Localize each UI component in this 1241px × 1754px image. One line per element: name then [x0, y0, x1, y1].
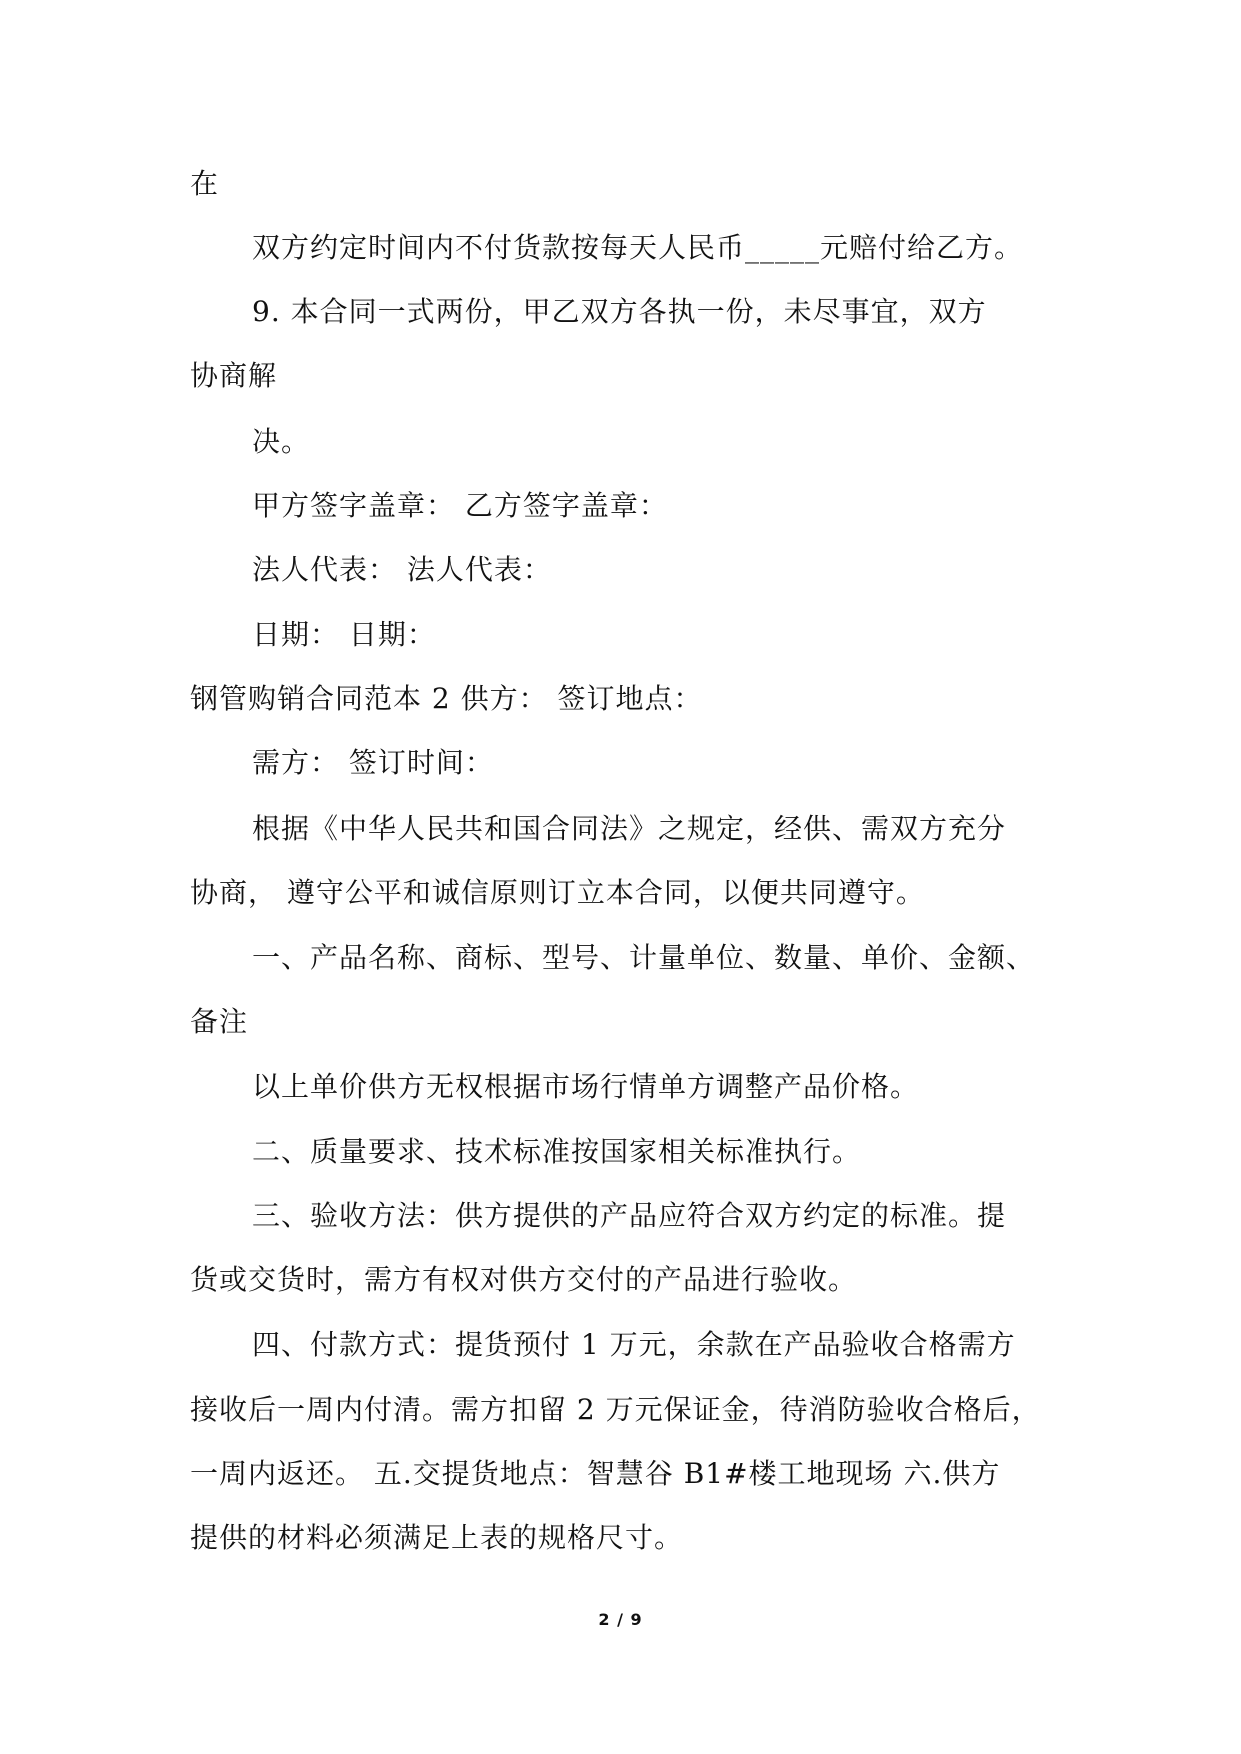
text-line-1: 在 [190, 167, 220, 200]
text-line-22: 提供的材料必须满足上表的规格尺寸。 [190, 1521, 684, 1554]
text-line-15: 以上单价供方无权根据市场行情单方调整产品价格。 [252, 1070, 920, 1103]
text-line-6: 甲方签字盖章： 乙方签字盖章： [252, 489, 668, 522]
text-line-8: 日期： 日期： [252, 618, 436, 651]
text-line-17: 三、验收方法：供方提供的产品应符合双方约定的标准。提 [252, 1199, 1007, 1232]
text-line-2: 双方约定时间内不付货款按每天人民币_____元赔付给乙方。 [252, 231, 1024, 264]
text-line-21: 一周内返还。 五.交提货地点：智慧谷 B1#楼工地现场 六.供方 [190, 1457, 1001, 1490]
text-line-4: 协商解 [190, 359, 278, 392]
text-line-14: 备注 [190, 1005, 249, 1038]
text-line-12: 协商， 遵守公平和诚信原则订立本合同，以便共同遵守。 [190, 876, 925, 909]
text-line-7: 法人代表： 法人代表： [252, 553, 552, 586]
page-number: 2 / 9 [598, 1610, 643, 1629]
text-line-11: 根据《中华人民共和国合同法》之规定，经供、需双方充分 [252, 812, 1007, 845]
text-line-10: 需方： 签订时间： [252, 746, 494, 779]
text-line-3: 9. 本合同一式两份，甲乙双方各执一份，未尽事宜，双方 [252, 295, 987, 328]
text-line-19: 四、付款方式：提货预付 1 万元，余款在产品验收合格需方 [252, 1328, 1016, 1361]
text-line-9: 钢管购销合同范本 2 供方： 签订地点： [190, 682, 703, 715]
text-line-16: 二、质量要求、技术标准按国家相关标准执行。 [252, 1135, 862, 1168]
text-line-13: 一、产品名称、商标、型号、计量单位、数量、单价、金额、 [252, 941, 1036, 974]
text-line-18: 货或交货时，需方有权对供方交付的产品进行验收。 [190, 1263, 858, 1296]
text-line-20: 接收后一周内付清。需方扣留 2 万元保证金，待消防验收合格后， [190, 1393, 1041, 1426]
text-line-5: 决。 [252, 425, 311, 458]
